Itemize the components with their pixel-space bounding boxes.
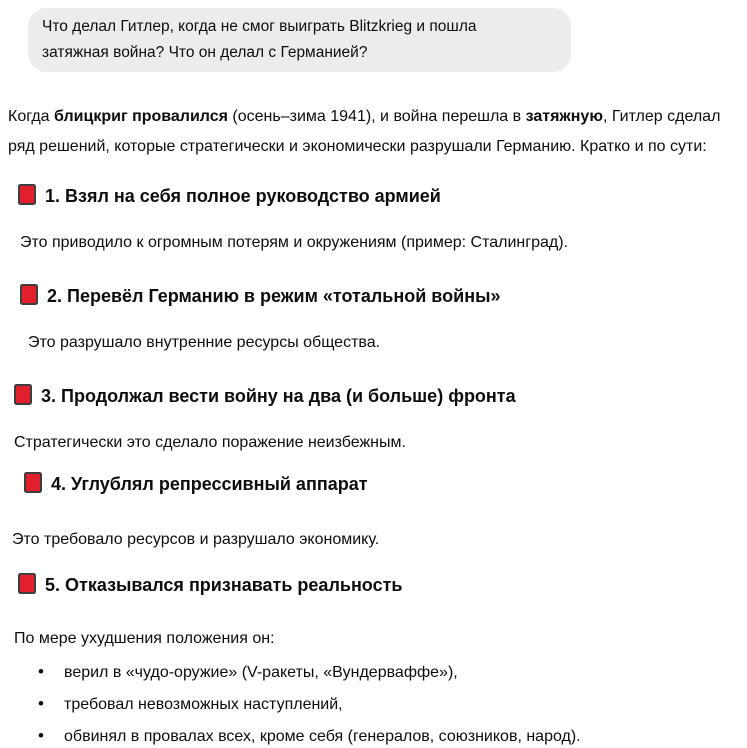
red-square-icon [20, 284, 38, 305]
bullet-item [38, 694, 747, 716]
section-heading [0, 184, 747, 207]
section-body: Это разрушало внутренние ресурсы общества. [28, 334, 381, 351]
red-square-icon [14, 384, 32, 405]
bullet-list [0, 662, 747, 748]
red-square-icon [18, 573, 36, 594]
section-body: Это приводило к огромным потерям и окружениям (пример: Сталинград). [20, 234, 568, 251]
bullet-dot-icon: • [38, 662, 44, 681]
user-message-line: Что делал Гитлер, когда не смог выиграть Blitzkrieg и пошла [42, 18, 477, 35]
section-2 [0, 284, 747, 354]
intro-text: (осень–зима 1941), и война перешла в [227, 108, 526, 125]
section-body: По мере ухудшения положения он: [14, 630, 275, 647]
chat-conversation [0, 8, 747, 748]
bullet-text: требовал невозможных наступлений, [64, 696, 343, 713]
section-body: Это требовало ресурсов и разрушало экономику. [12, 531, 380, 548]
bullet-item [38, 662, 747, 684]
bullet-text: обвинял в провалах всех, кроме себя (генералов, союзников, народ). [64, 728, 581, 745]
bullet-text: верил в «чудо-оружие» (V-ракеты, «Вундерваффе»), [64, 664, 458, 681]
assistant-response [0, 102, 747, 748]
section-1 [0, 184, 747, 254]
user-message-line: затяжная война? Что он делал с Германией? [42, 44, 368, 61]
intro-paragraph [8, 102, 739, 162]
section-title: 2. Перевёл Германию в режим «тотальной войны» [47, 286, 501, 306]
section-heading [0, 472, 747, 495]
section-heading [0, 384, 747, 407]
section-title: 4. Углублял репрессивный аппарат [51, 474, 368, 494]
section-3 [0, 384, 747, 454]
bullet-dot-icon: • [38, 726, 44, 745]
user-message-bubble [28, 8, 571, 72]
intro-text: , Гитлер сделал ряд решений, которые стратегически и экономически разрушали Германию. Кратко и по сути: [8, 108, 721, 155]
red-square-icon [18, 184, 36, 205]
section-title: 1. Взял на себя полное руководство армией [45, 186, 441, 206]
section-heading [0, 573, 747, 596]
intro-bold-text: затяжную [525, 108, 603, 125]
section-title: 3. Продолжал вести войну на два (и больше) фронта [41, 386, 516, 406]
intro-bold-text: блицкриг провалился [54, 108, 228, 125]
bullet-item [38, 726, 747, 748]
intro-text: Когда [8, 108, 55, 125]
bullet-dot-icon: • [38, 694, 44, 713]
section-heading [0, 284, 747, 307]
section-4 [0, 472, 747, 551]
section-body: Стратегически это сделало поражение неизбежным. [14, 434, 406, 451]
red-square-icon [24, 472, 42, 493]
section-title: 5. Отказывался признавать реальность [45, 575, 403, 595]
section-5 [0, 573, 747, 650]
